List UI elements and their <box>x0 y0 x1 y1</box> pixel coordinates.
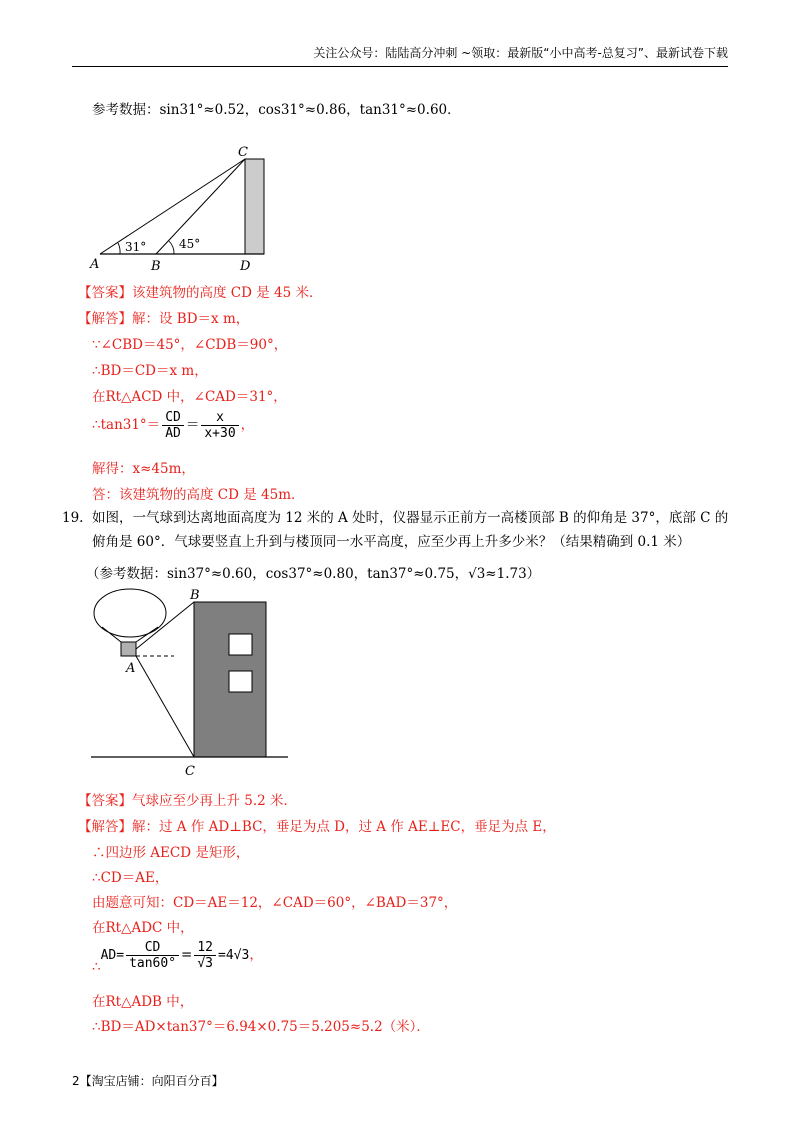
fraction-cd-tan60: $\frac{CD}{\tan 60^\circ}$ <box>126 940 179 971</box>
solution-2-line-2: ∴四边形 AECD 是矩形， <box>92 845 250 861</box>
angle-31: 31° <box>125 240 147 254</box>
solution-1-line-7: 答：该建筑物的高度 CD 是 45m． <box>92 487 305 503</box>
solution-1-line-2: ∵∠CBD＝45°，∠CDB＝90°， <box>92 337 288 353</box>
label-b2: B <box>190 588 200 603</box>
solution-2-line-7: 在Rt△ADB 中， <box>92 994 194 1010</box>
label-a: A <box>90 257 100 272</box>
answer-2: 【答案】气球应至少再上升 5.2 米． <box>78 793 298 809</box>
fraction-x-x30: $\frac{x}{x+30}$ <box>201 410 238 441</box>
label-d: D <box>240 259 251 272</box>
solution-1-line-5: ∴tan31°＝ $\frac{CD}{AD}$ ＝ $\frac{x}{x+30}$ ， <box>92 410 255 441</box>
solution-1-line-6: 解得：x≈45m， <box>92 461 195 477</box>
fraction-cd-ad: $\frac{CD}{AD}$ <box>162 410 184 441</box>
figure-2-diagram <box>88 586 288 780</box>
angle-45: 45° <box>179 237 201 251</box>
page-header: 关注公众号：陆陆高分冲刺 ~领取：最新版“小中高考-总复习”、最新试卷下载 <box>72 44 728 67</box>
reference-data-1: 参考数据：sin31°≈0.52，cos31°≈0.86，tan31°≈0.60． <box>92 102 461 118</box>
solution-2-line-4: 由题意可知：CD＝AE＝12，∠CAD＝60°，∠BAD＝37°， <box>92 895 458 911</box>
reference-data-2: （参考数据：sin37°≈0.60，cos37°≈0.80，tan37°≈0.75，√3≈1.73） <box>86 566 541 582</box>
label-c2: C <box>185 764 195 779</box>
page-footer: 2【淘宝店铺：向阳百分百】 <box>72 1074 224 1088</box>
solution-1-line-1: 【解答】解：设 BD＝x m， <box>78 311 250 327</box>
solution-2-line-3: ∴CD＝AE， <box>92 870 169 886</box>
figure-1-diagram <box>88 142 288 272</box>
fraction-12-sqrt3: $\frac{12}{√3}$ <box>194 940 216 971</box>
solution-1-line-4: 在Rt△ACD 中，∠CAD＝31°， <box>92 389 287 405</box>
solution-2-line-8: ∴BD＝AD×tan37°＝6.94×0.75＝5.205≈5.2（米）． <box>92 1019 430 1035</box>
label-b: B <box>151 259 161 272</box>
label-c: C <box>238 145 248 160</box>
answer-1: 【答案】该建筑物的高度 CD 是 45 米． <box>78 285 323 301</box>
solution-2-line-1: 【解答】解：过 A 作 AD⊥BC，垂足为点 D，过 A 作 AE⊥EC，垂足为点 E， <box>78 819 556 835</box>
question-19: 19. 如图，一气球到达离地面高度为 12 米的 A 处时，仪器显示正前方一高楼顶部 B 的仰角是 37°，底部 C 的俯角是 60°．气球要竖直上升到与楼顶同一水平高度，应至少再上升多少米？（结果精确到 0.1 米） <box>62 510 729 550</box>
label-a2: A <box>126 661 136 676</box>
solution-2-line-5: 在Rt△ADC 中， <box>92 920 194 936</box>
solution-1-line-3: ∴BD＝CD＝x m， <box>92 363 208 379</box>
solution-2-line-6: ∴AD= $\frac{CD}{\tan 60^\circ}$ = $\frac{12}{√3}$ =4√3， <box>92 940 263 975</box>
